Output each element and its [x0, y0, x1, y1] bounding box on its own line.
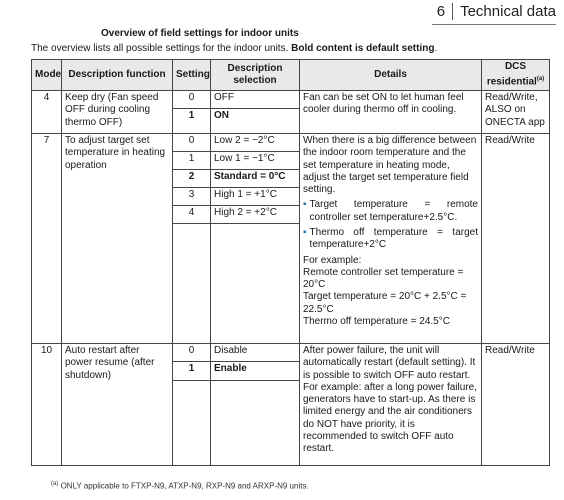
details-cell: Fan can be set ON to let human feel cooler during thermo off in cooling. [300, 90, 482, 133]
mode-cell: 4 [32, 90, 62, 133]
selection-cell: High 1 = +1°C [211, 187, 300, 205]
table-header-row [32, 60, 550, 91]
empty-selection-cell [211, 223, 300, 343]
page-header [437, 0, 556, 22]
selection-cell: Disable [211, 343, 300, 361]
details-intro: When there is a big difference between the indoor room temperature and the set temperature in heating mode, adjust the target set temperature field setting. [303, 134, 477, 196]
setting-cell: 1 [173, 151, 211, 169]
bullet-icon: ▪ [303, 199, 307, 211]
selection-cell: Enable [211, 361, 300, 380]
function-cell: Auto restart after power resume (after shutdown) [62, 343, 173, 465]
function-cell: Keep dry (Fan speed OFF during cooling thermo OFF) [62, 90, 173, 133]
chapter-number: 6 [437, 3, 453, 20]
footnote-mark: (a) [51, 481, 59, 487]
dcs-cell: Read/Write, ALSO on ONECTA app [482, 90, 550, 133]
setting-cell: 0 [173, 343, 211, 361]
setting-cell: 1 [173, 361, 211, 380]
function-cell: To adjust target set temperature in heating operation [62, 133, 173, 343]
example-line: Remote controller set temperature = 20°C [303, 266, 464, 291]
intro-text: The overview lists all possible settings for the indoor units. Bold content is default setting. [31, 43, 438, 54]
mode-cell: 10 [32, 343, 62, 465]
footnote [51, 481, 309, 491]
dcs-cell: Read/Write [482, 133, 550, 343]
selection-cell: Low 1 = −1°C [211, 151, 300, 169]
empty-selection-cell [211, 380, 300, 465]
col-description-selection: Description selection [211, 60, 300, 91]
col-setting: Setting [173, 60, 211, 91]
col-dcs-residential: DCS residential$^{(a)}$ [482, 60, 550, 91]
footnote-text: ONLY applicable to FTXP-N9, ATXP-N9, RXP-N9 and ARXP-N9 units. [60, 481, 309, 491]
bullet-item: ▪ Target temperature = remote controller set temperature+2.5°C. [303, 199, 478, 223]
table-row [32, 343, 550, 361]
mode-cell: 7 [32, 133, 62, 343]
section-title: Overview of field settings for indoor units [101, 28, 299, 39]
table-row [32, 90, 550, 108]
selection-cell: Standard = 0°C [211, 169, 300, 187]
selection-cell: Low 2 = −2°C [211, 133, 300, 151]
details-cell [300, 133, 482, 343]
selection-cell: ON [211, 108, 300, 133]
example-label: For example: [303, 254, 362, 266]
selection-cell: High 2 = +2°C [211, 205, 300, 223]
dcs-cell: Read/Write [482, 343, 550, 465]
setting-cell: 1 [173, 108, 211, 133]
col-mode: Mode [32, 60, 62, 91]
setting-cell: 4 [173, 205, 211, 223]
intro-bold: Bold content is default setting [291, 43, 435, 54]
header-rule [432, 24, 556, 25]
col-description-function: Description function [62, 60, 173, 91]
setting-cell: 0 [173, 90, 211, 108]
bullet-item: ▪ Thermo off temperature = target temperature+2°C [303, 227, 478, 251]
details-cell: After power failure, the unit will automatically restart (default setting). It is possible to switch OFF auto restart. For example: after a long power failure, generators have to start-up. As there is limited energy and the air conditioners do NOT have priority, it is recommended to switch OFF auto restart. [300, 343, 482, 465]
field-settings-table [31, 59, 550, 466]
setting-cell: 3 [173, 187, 211, 205]
example-line: Thermo off temperature = 24.5°C [303, 316, 450, 328]
empty-setting-cell [173, 380, 211, 465]
bullet-icon: ▪ [303, 227, 307, 238]
setting-cell: 2 [173, 169, 211, 187]
col-details: Details [300, 60, 482, 91]
selection-cell: OFF [211, 90, 300, 108]
table-row [32, 133, 550, 151]
chapter-title: Technical data [460, 2, 556, 20]
empty-setting-cell [173, 223, 211, 343]
example-line: Target temperature = 20°C + 2.5°C = 22.5°C [303, 291, 467, 315]
setting-cell: 0 [173, 133, 211, 151]
